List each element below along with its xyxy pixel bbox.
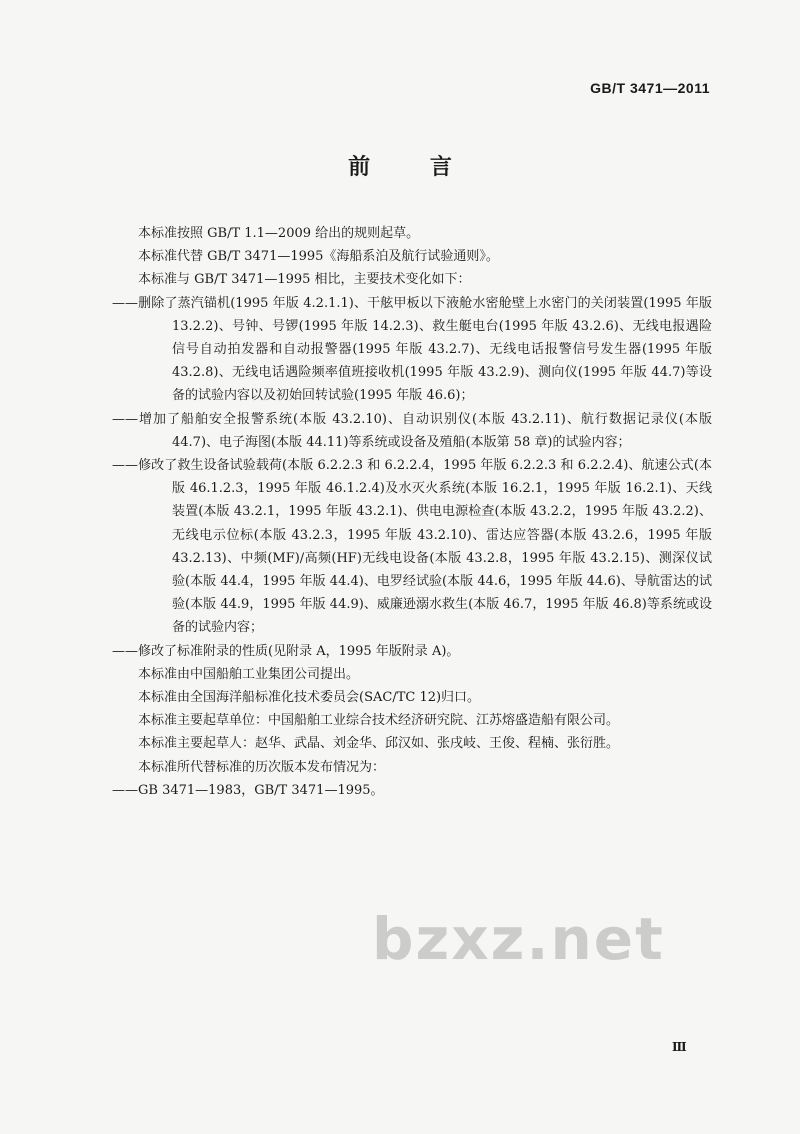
standard-code: GB/T 3471—2011 [590, 80, 710, 96]
page-number: Ⅲ [672, 1040, 687, 1054]
watermark: bzxz.net [372, 905, 665, 973]
change-item: ——删除了蒸汽锚机(1995 年版 4.2.1.1)、干舷甲板以下液舱水密舱壁上水密门的关闭装置(1995 年版 13.2.2)、号钟、号锣(1995 年版 14.2.3)、救生艇电台(1995 年版 43.2.6)、无线电报遇险信号自动拍发器和自动报警器(1995 年版 43.2.7)、无线电话报警信号发生器(1995 年版 43.2.8)、无线电话遇险频率值班接收机(1995 年版 43.2.9)、测向仪(1995 年版 44.7)等设备的试验内容以及初始回转试验(1995 年版 46.6)； [112, 295, 712, 404]
foreword-body [112, 222, 712, 802]
paragraph: 本标准由中国船舶工业集团公司提出。 [138, 666, 360, 682]
paragraph: 本标准按照 GB/T 1.1—2009 给出的规则起草。 [138, 226, 420, 241]
paragraph: 本标准所代替标准的历次版本发布情况为： [138, 759, 386, 775]
change-item: ——修改了救生设备试验载荷(本版 6.2.2.3 和 6.2.2.4，1995 年版 6.2.2.3 和 6.2.2.4)、航速公式(本版 46.1.2.3，1995 年版 46.1.2.4)及水灭火系统(本版 16.2.1，1995 年版 16.2.1)、天线装置(本版 43.2.1，1995 年版 43.2.1)、供电电源检查(本版 43.2.2，1995 年版 43.2.2)、无线电示位标(本版 43.2.3，1995 年版 43.2.10)、雷达应答器(本版 43.2.6，1995 年版 43.2.13)、中频(MF)/高频(HF)无线电设备(本版 43.2.8，1995 年版 43.2.15)、测深仪试验(本版 44.4，1995 年版 44.4)、电罗经试验(本版 44.6，1995 年版 44.6)、导航雷达的试验(本版 44.9，1995 年版 44.9)、威廉逊溺水救生(本版 46.7，1995 年版 46.8)等系统或设备的试验内容； [112, 458, 712, 636]
paragraph: 本标准与 GB/T 3471—1995 相比，主要技术变化如下： [138, 272, 471, 288]
change-item: ——增加了船舶安全报警系统(本版 43.2.10)、自动识别仪(本版 43.2.11)、航行数据记录仪(本版 44.7)、电子海图(本版 44.11)等系统或设备及殖船(本版第 58 章)的试验内容； [112, 411, 712, 450]
change-item: ——修改了标准附录的性质(见附录 A，1995 年版附录 A)。 [112, 643, 460, 659]
history-item: ——GB 3471—1983，GB/T 3471—1995。 [112, 782, 384, 798]
paragraph: 本标准主要起草人：赵华、武晶、刘金华、邱汉如、张戌岐、王俊、程楠、张衍胜。 [138, 736, 620, 752]
paragraph: 本标准由全国海洋船标准化技术委员会(SAC/TC 12)归口。 [138, 690, 481, 706]
paragraph: 本标准代替 GB/T 3471—1995《海船系泊及航行试验通则》。 [138, 249, 499, 265]
page-title: 前 言 [348, 154, 478, 180]
paragraph: 本标准主要起草单位：中国船舶工业综合技术经济研究院、江苏熔盛造船有限公司。 [138, 713, 620, 729]
